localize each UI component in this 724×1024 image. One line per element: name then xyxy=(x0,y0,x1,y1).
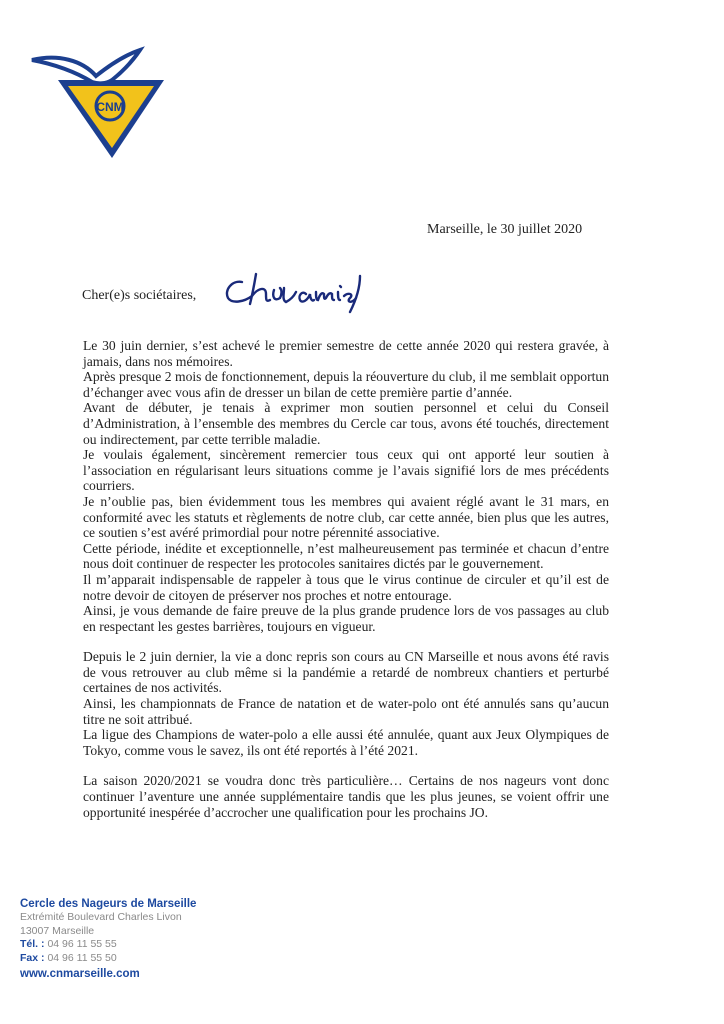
logo-monogram: CNM xyxy=(96,100,124,114)
letter-paragraph: Ainsi, je vous demande de faire preuve de la plus grande prudence lors de vos passages au club en respectant les gestes barrières, toujours en vigueur. xyxy=(83,603,609,634)
letter-greeting: Cher(e)s sociétaires, xyxy=(82,288,197,303)
letter-paragraph: La saison 2020/2021 se voudra donc très particulière… Certains de nos nageurs vont donc continuer l’aventure une année supplémentaire tandis que les plus jeunes, se voient offrir une opportunité inespérée d’accrocher une qualification pour les prochains JO. xyxy=(83,773,609,820)
letter-paragraph: Je voulais également, sincèrement remercier tous ceux qui ont apporté leur soutien à l’association en régularisant leurs situations comme je l’avais signifié lors de mes précédents courriers. xyxy=(83,447,609,494)
letter-paragraph: Le 30 juin dernier, s’est achevé le premier semestre de cette année 2020 qui restera gravée, à jamais, dans nos mémoires. xyxy=(83,338,609,369)
footer-website-link[interactable]: www.cnmarseille.com xyxy=(20,968,140,981)
footer-fax xyxy=(20,952,196,965)
letter-paragraph: Je n’oublie pas, bien évidemment tous les membres qui avaient réglé avant le 31 mars, en conformité avec les statuts et règlements de notre club, car cette année, bien plus que les autres, ce soutien s’est avéré primordial pour notre pérennité associative. xyxy=(83,493,609,541)
letter-paragraph: Après presque 2 mois de fonctionnement, depuis la réouverture du club, il me semblait opportun d’échanger avec vous afin de dresser un bilan de cette première partie d’année. xyxy=(83,369,609,400)
footer-fax-label: Fax : xyxy=(20,951,45,964)
footer-tel-number: 04 96 11 55 55 xyxy=(47,938,117,951)
logo-pennant-fill xyxy=(68,86,154,148)
letter-paragraph: Ainsi, les championnats de France de natation et de water-polo ont été annulés sans qu’aucun titre ne soit attribué. xyxy=(83,696,609,727)
footer-fax-number: 04 96 11 55 50 xyxy=(47,951,117,964)
footer-address-line: 13007 Marseille xyxy=(20,924,95,937)
footer-org-name: Cercle des Nageurs de Marseille xyxy=(20,898,197,910)
letter-paragraph: Avant de débuter, je tenais à exprimer mon soutien personnel et celui du Conseil d’Administration, à l’ensemble des membres du Cercle car tous, avons été touchés, directement ou indirectement, par cette terrible maladie. xyxy=(83,400,609,447)
letter-date: Marseille, le 30 juillet 2020 xyxy=(427,222,583,237)
footer-tel-label: Tél. : xyxy=(20,938,45,951)
letter-body xyxy=(83,338,609,820)
club-logo xyxy=(30,40,170,160)
footer-address-line: Extrémité Boulevard Charles Livon xyxy=(20,911,182,924)
letterhead-footer xyxy=(20,898,196,981)
logo-seagull xyxy=(32,50,140,83)
letter-paragraph: Depuis le 2 juin dernier, la vie a donc repris son cours au CN Marseille et nous avons été ravis de vous retrouver au club même si la pandémie a retardé de nombreux chantiers et perturbé certaines de nos activités. xyxy=(83,649,609,696)
letter-paragraph: Cette période, inédite et exceptionnelle, n’est malheureusement pas terminée et chacun d’entre nous doit continuer de respecter les protocoles sanitaires dictés par le gouvernement. xyxy=(83,540,609,572)
footer-tel xyxy=(20,938,196,951)
letter-paragraph: Il m’apparait indispensable de rappeler à tous que le virus continue de circuler et qu’il est de notre devoir de citoyen de préserver nos proches et notre entourage. xyxy=(83,571,609,603)
letter-paragraph: La ligue des Champions de water-polo a elle aussi été annulée, quant aux Jeux Olympiques de Tokyo, comme vous le savez, ils ont été reportés à l’été 2021. xyxy=(83,727,609,758)
handwritten-note xyxy=(222,268,367,316)
